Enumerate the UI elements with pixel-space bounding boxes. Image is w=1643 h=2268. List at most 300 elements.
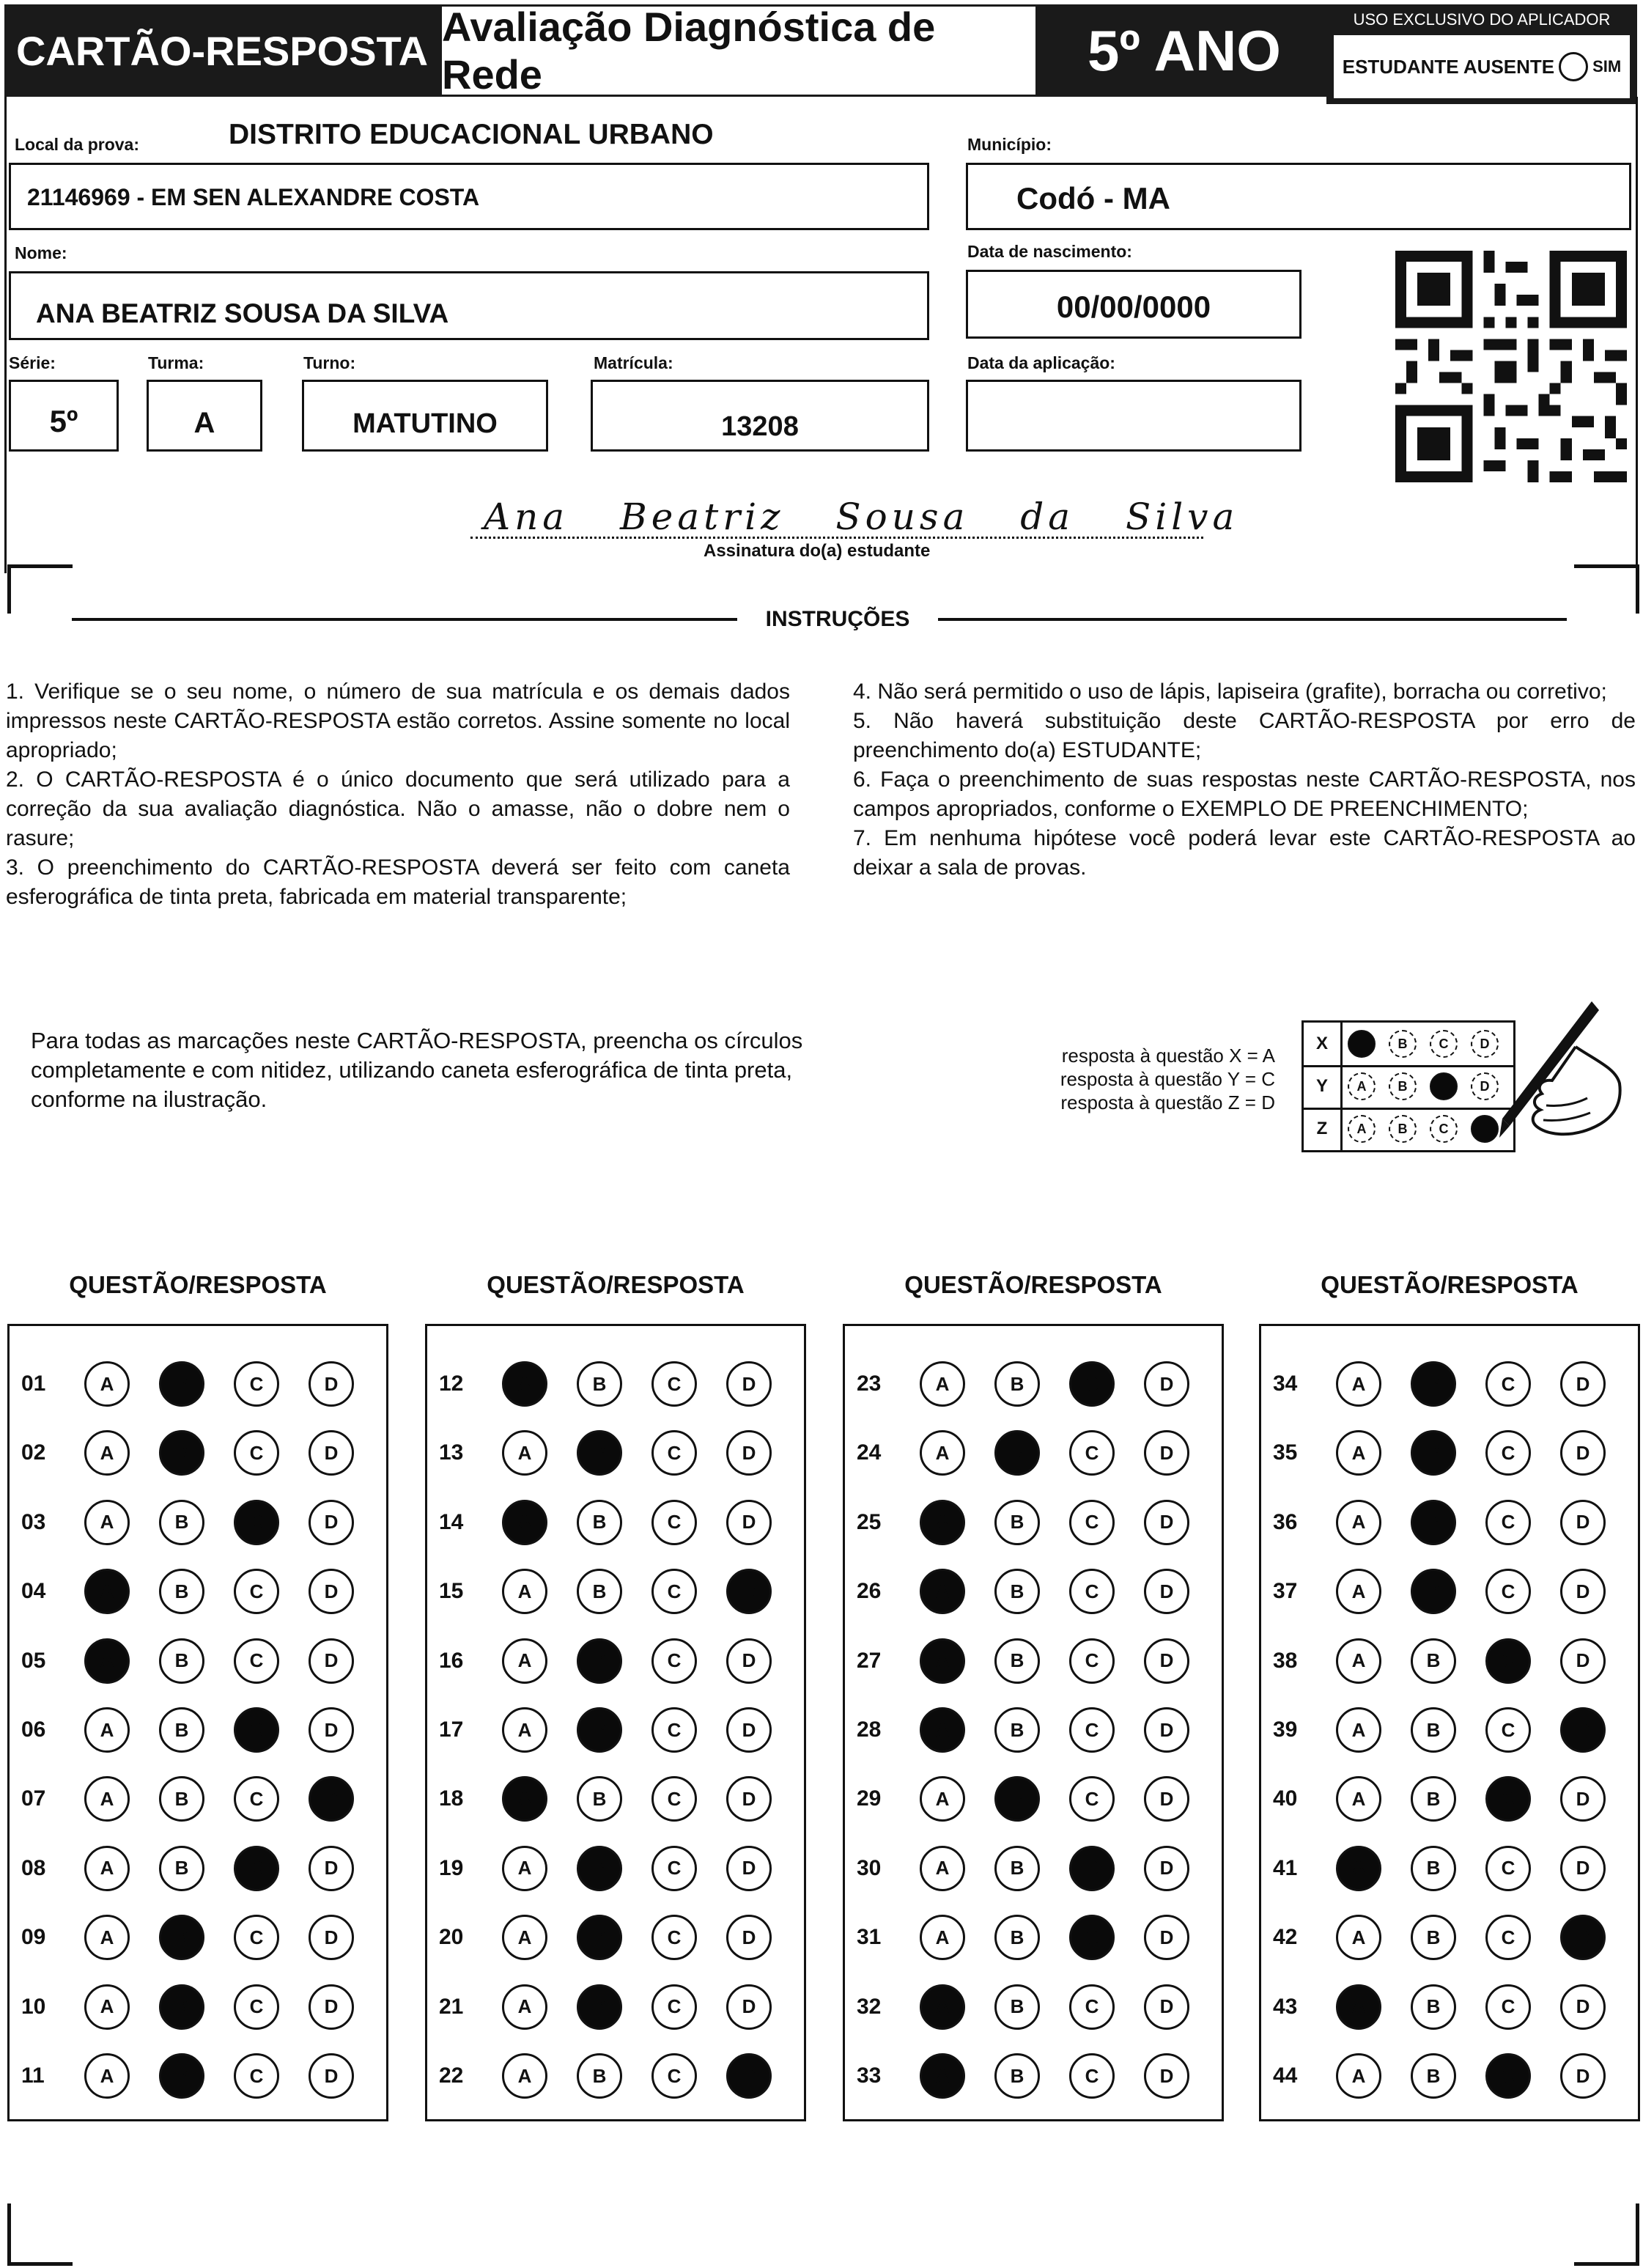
- example-row-label: Z: [1304, 1108, 1343, 1150]
- answer-bubble-b[interactable]: B: [994, 1500, 1040, 1545]
- question-number: 44: [1273, 2063, 1298, 2088]
- answer-bubble-d[interactable]: D: [1144, 1500, 1189, 1545]
- answer-bubble-b[interactable]: B: [1411, 1638, 1456, 1684]
- instruction-1: 1. Verifique se o seu nome, o número de sua matrícula e os demais dados impressos neste CARTÃO-RESPOSTA estão corretos. Assine somente no local apropriado;: [6, 680, 790, 762]
- instruction-7: 7. Em nenhuma hipótese você poderá levar este CARTÃO-RESPOSTA ao deixar a sala de provas.: [853, 826, 1636, 880]
- example-row-label: Y: [1304, 1065, 1343, 1108]
- question-number: 41: [1273, 1855, 1298, 1880]
- answer-bubble-a[interactable]: A: [1336, 1361, 1381, 1407]
- answer-bubble-d[interactable]: D: [726, 1500, 772, 1545]
- answer-bubble-d[interactable]: D: [309, 1569, 354, 1614]
- answer-bubble-b[interactable]: B: [994, 1776, 1040, 1822]
- question-number: 21: [439, 1994, 464, 2019]
- question-number: 34: [1273, 1372, 1298, 1396]
- answer-bubble-d[interactable]: D: [309, 1707, 354, 1753]
- answer-column: [425, 1324, 806, 2121]
- question-number: 10: [21, 1994, 46, 2019]
- answer-bubble-b[interactable]: B: [994, 2053, 1040, 2099]
- answer-bubble-a[interactable]: A: [920, 1984, 965, 2030]
- question-number: 11: [21, 2063, 45, 2088]
- answer-row: [845, 1358, 1222, 1410]
- answer-bubble-b[interactable]: B: [1411, 1500, 1456, 1545]
- question-number: 25: [857, 1509, 882, 1534]
- answer-bubble-d[interactable]: D: [726, 1776, 772, 1822]
- municipio-value: Codó - MA: [1016, 181, 1170, 216]
- example-bubble-b: B: [1389, 1030, 1417, 1058]
- serie-value: 5º: [49, 404, 78, 438]
- answer-bubble-c[interactable]: C: [1069, 1569, 1115, 1614]
- instructions-left: [6, 677, 790, 912]
- turno-label: Turno:: [303, 353, 356, 372]
- answer-bubble-a[interactable]: A: [84, 1500, 130, 1545]
- fill-note: Para todas as marcações neste CARTÃO-RESPOSTA, preencha os círculos completamente e com nitidez, utilizando caneta esferográfica de tinta preta, conforme na ilustração.: [31, 1028, 803, 1112]
- example-bubble-c: [1430, 1072, 1458, 1100]
- answer-row: [10, 1843, 386, 1894]
- answer-row: [427, 1843, 804, 1894]
- card-title: CARTÃO-RESPOSTA: [4, 4, 440, 97]
- answer-row: [427, 1704, 804, 1756]
- absent-label: ESTUDANTE AUSENTE: [1342, 55, 1555, 78]
- example-bubble-c: C: [1430, 1030, 1458, 1058]
- answer-row: [845, 1566, 1222, 1617]
- answer-bubble-d[interactable]: D: [726, 1638, 772, 1684]
- answer-bubble-b[interactable]: B: [1411, 1776, 1456, 1822]
- answer-bubble-b[interactable]: B: [1411, 1569, 1456, 1614]
- answer-bubble-b[interactable]: B: [159, 1776, 204, 1822]
- answer-row: [10, 1912, 386, 1963]
- answer-bubble-b[interactable]: B: [1411, 1430, 1456, 1476]
- answer-bubble-d[interactable]: D: [1560, 2053, 1606, 2099]
- answer-bubble-a[interactable]: A: [502, 1361, 547, 1407]
- answer-bubble-b[interactable]: B: [159, 1430, 204, 1476]
- answer-bubble-b[interactable]: B: [159, 1569, 204, 1614]
- answer-bubble-a[interactable]: A: [84, 1430, 130, 1476]
- answer-bubble-c[interactable]: C: [651, 1638, 697, 1684]
- answer-bubble-b[interactable]: B: [994, 1361, 1040, 1407]
- answer-bubble-d[interactable]: D: [1144, 1776, 1189, 1822]
- answer-bubble-c[interactable]: C: [234, 1915, 279, 1960]
- answer-bubble-b[interactable]: B: [994, 1915, 1040, 1960]
- answer-row: [10, 1358, 386, 1410]
- answer-bubble-d[interactable]: D: [1144, 1984, 1189, 2030]
- answer-bubble-a[interactable]: A: [84, 1361, 130, 1407]
- answer-bubble-c[interactable]: C: [1485, 1638, 1531, 1684]
- answer-bubble-c[interactable]: C: [1485, 1984, 1531, 2030]
- answer-bubble-d[interactable]: D: [1144, 1915, 1189, 1960]
- answer-row: [845, 1497, 1222, 1548]
- answer-bubble-b[interactable]: B: [577, 1707, 622, 1753]
- answer-column: [843, 1324, 1224, 2121]
- answer-bubble-a[interactable]: A: [1336, 1984, 1381, 2030]
- answer-bubble-b[interactable]: B: [994, 1430, 1040, 1476]
- answer-bubble-a[interactable]: A: [502, 1707, 547, 1753]
- answer-row: [845, 1773, 1222, 1825]
- answer-bubble-b[interactable]: B: [577, 1569, 622, 1614]
- answer-bubble-c[interactable]: C: [1485, 1846, 1531, 1891]
- question-number: 42: [1273, 1925, 1298, 1950]
- answer-bubble-d[interactable]: D: [1560, 1361, 1606, 1407]
- answer-bubble-d[interactable]: D: [309, 1846, 354, 1891]
- municipio-field: [966, 163, 1631, 230]
- turma-value: A: [193, 407, 215, 439]
- answer-bubble-d[interactable]: D: [1560, 1915, 1606, 1960]
- answer-bubble-c[interactable]: C: [234, 1846, 279, 1891]
- question-number: 16: [439, 1648, 464, 1673]
- answer-bubble-a[interactable]: A: [502, 1569, 547, 1614]
- nome-label: Nome:: [15, 243, 67, 262]
- question-number: 24: [857, 1440, 882, 1465]
- school-value: 21146969 - EM SEN ALEXANDRE COSTA: [27, 184, 480, 210]
- question-number: 23: [857, 1372, 882, 1396]
- answer-column: [7, 1324, 388, 2121]
- question-number: 06: [21, 1717, 46, 1742]
- answer-bubble-a[interactable]: A: [1336, 1500, 1381, 1545]
- column-title: QUESTÃO/RESPOSTA: [1321, 1271, 1579, 1298]
- answer-row: [10, 1497, 386, 1548]
- answer-bubble-c[interactable]: C: [1485, 1707, 1531, 1753]
- answer-bubble-c[interactable]: C: [651, 1776, 697, 1822]
- example-bubble-a: A: [1348, 1115, 1376, 1143]
- answer-bubble-a[interactable]: A: [502, 1915, 547, 1960]
- answer-bubble-c[interactable]: C: [651, 1430, 697, 1476]
- answer-bubble-a[interactable]: A: [502, 1638, 547, 1684]
- question-number: 13: [439, 1440, 464, 1465]
- answer-bubble-c[interactable]: C: [234, 1500, 279, 1545]
- answer-bubble-b[interactable]: B: [994, 1846, 1040, 1891]
- absent-bubble[interactable]: [1559, 52, 1588, 81]
- answer-bubble-c[interactable]: C: [234, 2053, 279, 2099]
- nome-field: [9, 271, 929, 340]
- answer-bubble-b[interactable]: B: [577, 1430, 622, 1476]
- instructions-title: INSTRUÇÕES: [765, 607, 910, 631]
- answer-bubble-a[interactable]: A: [920, 1430, 965, 1476]
- answer-bubble-d[interactable]: D: [726, 1361, 772, 1407]
- question-number: 27: [857, 1648, 882, 1673]
- answer-bubble-d[interactable]: D: [1560, 1707, 1606, 1753]
- answer-bubble-a[interactable]: A: [920, 2053, 965, 2099]
- answer-bubble-b[interactable]: B: [1411, 1361, 1456, 1407]
- nascimento-value: 00/00/0000: [1056, 290, 1211, 324]
- question-number: 30: [857, 1855, 882, 1880]
- answer-bubble-d[interactable]: D: [726, 1569, 772, 1614]
- answer-bubble-a[interactable]: A: [502, 1500, 547, 1545]
- applicator-panel: [1326, 4, 1637, 104]
- answer-bubble-d[interactable]: D: [726, 1430, 772, 1476]
- answer-bubble-d[interactable]: D: [1144, 2053, 1189, 2099]
- answer-bubble-d[interactable]: D: [726, 1984, 772, 2030]
- answer-bubble-c[interactable]: C: [651, 1846, 697, 1891]
- serie-field: [9, 380, 119, 452]
- answer-row: [845, 1635, 1222, 1687]
- question-number: 32: [857, 1994, 882, 2019]
- answer-bubble-b[interactable]: B: [159, 1707, 204, 1753]
- answer-row: [10, 1635, 386, 1687]
- answer-row: [427, 1358, 804, 1410]
- answer-bubble-d[interactable]: D: [1560, 1984, 1606, 2030]
- answer-bubble-b[interactable]: B: [994, 1569, 1040, 1614]
- answer-bubble-a[interactable]: A: [502, 1776, 547, 1822]
- answer-bubble-d[interactable]: D: [309, 1430, 354, 1476]
- answer-bubble-c[interactable]: C: [234, 1569, 279, 1614]
- local-label: Local da prova:: [15, 135, 139, 154]
- answer-bubble-a[interactable]: A: [1336, 2053, 1381, 2099]
- answer-row: [1261, 1635, 1638, 1687]
- answer-bubble-b[interactable]: B: [577, 1984, 622, 2030]
- answer-bubble-c[interactable]: C: [1485, 1776, 1531, 1822]
- answer-bubble-a[interactable]: A: [84, 2053, 130, 2099]
- question-number: 19: [439, 1855, 464, 1880]
- answer-bubble-b[interactable]: B: [994, 1984, 1040, 2030]
- answer-bubble-c[interactable]: C: [234, 1984, 279, 2030]
- example-bubble-d: D: [1471, 1072, 1499, 1100]
- answer-row: [427, 1635, 804, 1687]
- answer-bubble-b[interactable]: B: [994, 1707, 1040, 1753]
- answer-row: [10, 1773, 386, 1825]
- answer-bubble-c[interactable]: C: [1485, 1500, 1531, 1545]
- answer-bubble-d[interactable]: D: [726, 1915, 772, 1960]
- answer-bubble-b[interactable]: B: [1411, 1984, 1456, 2030]
- answer-bubble-c[interactable]: C: [234, 1638, 279, 1684]
- corner-top-left: [7, 564, 73, 614]
- answer-bubble-d[interactable]: D: [726, 1846, 772, 1891]
- answer-bubble-c[interactable]: C: [651, 1915, 697, 1960]
- answer-bubble-b[interactable]: B: [577, 1776, 622, 1822]
- answer-bubble-a[interactable]: A: [1336, 1776, 1381, 1822]
- answer-bubble-d[interactable]: D: [309, 1984, 354, 2030]
- answer-bubble-a[interactable]: A: [84, 1776, 130, 1822]
- answer-bubble-a[interactable]: A: [502, 2053, 547, 2099]
- instr-rule-right: [938, 618, 1567, 621]
- answer-bubble-a[interactable]: A: [1336, 1638, 1381, 1684]
- question-number: 20: [439, 1925, 464, 1950]
- answer-bubble-d[interactable]: D: [309, 1500, 354, 1545]
- question-number: 18: [439, 1786, 464, 1811]
- answer-row: [10, 1566, 386, 1617]
- corner-bottom-right: [1574, 2203, 1639, 2266]
- answer-bubble-d[interactable]: D: [726, 1707, 772, 1753]
- answer-bubble-b[interactable]: B: [159, 1915, 204, 1960]
- answer-bubble-b[interactable]: B: [159, 1638, 204, 1684]
- answer-bubble-d[interactable]: D: [309, 1638, 354, 1684]
- absent-box: [1334, 35, 1630, 98]
- signature-label: Assinatura do(a) estudante: [704, 541, 931, 561]
- answer-row: [1261, 1566, 1638, 1617]
- answer-bubble-d[interactable]: D: [1144, 1638, 1189, 1684]
- municipio-label: Município:: [967, 135, 1052, 154]
- matricula-field: [591, 380, 929, 452]
- answer-bubble-a[interactable]: A: [920, 1915, 965, 1960]
- answer-bubble-a[interactable]: A: [502, 1984, 547, 2030]
- answer-bubble-a[interactable]: A: [84, 1638, 130, 1684]
- answer-bubble-d[interactable]: D: [309, 1361, 354, 1407]
- answer-bubble-c[interactable]: C: [1485, 1569, 1531, 1614]
- answer-bubble-c[interactable]: C: [234, 1361, 279, 1407]
- instruction-2: 2. O CARTÃO-RESPOSTA é o único documento que será utilizado para a correção da sua avaliação diagnóstica. Não o amasse, não o dobre nem o rasure;: [6, 767, 790, 850]
- question-number: 22: [439, 2063, 464, 2088]
- question-number: 43: [1273, 1994, 1298, 2019]
- example-legend: [1033, 1044, 1275, 1114]
- answer-bubble-b[interactable]: B: [577, 1846, 622, 1891]
- question-number: 29: [857, 1786, 882, 1811]
- answer-bubble-d[interactable]: D: [1144, 1846, 1189, 1891]
- answer-bubble-b[interactable]: B: [159, 1846, 204, 1891]
- answer-bubble-d[interactable]: D: [1560, 1846, 1606, 1891]
- answer-row: [1261, 1427, 1638, 1479]
- qr-code: [1395, 251, 1627, 482]
- answer-row: [1261, 1981, 1638, 2033]
- answer-row: [1261, 1843, 1638, 1894]
- answer-bubble-d[interactable]: D: [1144, 1430, 1189, 1476]
- answer-bubble-b[interactable]: B: [577, 2053, 622, 2099]
- example-bubble-a: A: [1348, 1072, 1376, 1100]
- answer-bubble-b[interactable]: B: [159, 2053, 204, 2099]
- absent-option: SIM: [1592, 57, 1622, 76]
- answer-bubble-b[interactable]: B: [577, 1915, 622, 1960]
- frame-left: [4, 97, 7, 573]
- nome-value: ANA BEATRIZ SOUSA DA SILVA: [36, 298, 449, 328]
- answer-bubble-b[interactable]: B: [159, 1984, 204, 2030]
- question-number: 28: [857, 1717, 882, 1742]
- answer-bubble-b[interactable]: B: [994, 1638, 1040, 1684]
- answer-bubble-c[interactable]: C: [1069, 1984, 1115, 2030]
- district-name: DISTRITO EDUCACIONAL URBANO: [229, 119, 714, 150]
- answer-row: [427, 1912, 804, 1963]
- answer-bubble-c[interactable]: C: [1485, 1430, 1531, 1476]
- answer-bubble-d[interactable]: D: [1560, 1569, 1606, 1614]
- answer-bubble-c[interactable]: C: [234, 1707, 279, 1753]
- answer-bubble-a[interactable]: A: [920, 1361, 965, 1407]
- question-number: 07: [21, 1786, 46, 1811]
- answer-bubble-a[interactable]: A: [84, 1569, 130, 1614]
- answer-bubble-b[interactable]: B: [1411, 2053, 1456, 2099]
- answer-bubble-a[interactable]: A: [84, 1846, 130, 1891]
- answer-bubble-a[interactable]: A: [502, 1430, 547, 1476]
- answer-bubble-d[interactable]: D: [309, 1776, 354, 1822]
- answer-row: [845, 2050, 1222, 2102]
- answer-bubble-a[interactable]: A: [1336, 1915, 1381, 1960]
- question-number: 40: [1273, 1786, 1298, 1811]
- answer-bubble-c[interactable]: C: [1069, 1638, 1115, 1684]
- answer-bubble-a[interactable]: A: [1336, 1569, 1381, 1614]
- answer-bubble-a[interactable]: A: [1336, 1846, 1381, 1891]
- aplicacao-label: Data da aplicação:: [967, 353, 1115, 372]
- question-number: 26: [857, 1579, 882, 1604]
- answer-bubble-b[interactable]: B: [159, 1500, 204, 1545]
- answer-row: [1261, 1704, 1638, 1756]
- answer-bubble-c[interactable]: C: [1485, 2053, 1531, 2099]
- answer-row: [427, 2050, 804, 2102]
- answer-bubble-c[interactable]: C: [1069, 1915, 1115, 1960]
- answer-bubble-c[interactable]: C: [1485, 1361, 1531, 1407]
- answer-bubble-a[interactable]: A: [920, 1500, 965, 1545]
- column-title: QUESTÃO/RESPOSTA: [69, 1271, 327, 1298]
- answer-bubble-a[interactable]: A: [920, 1569, 965, 1614]
- answer-bubble-c[interactable]: C: [1069, 1846, 1115, 1891]
- question-number: 04: [21, 1579, 46, 1604]
- answer-bubble-c[interactable]: C: [1069, 1430, 1115, 1476]
- answer-bubble-b[interactable]: B: [1411, 1915, 1456, 1960]
- question-number: 03: [21, 1509, 46, 1534]
- applicator-label: USO EXCLUSIVO DO APLICADOR: [1353, 10, 1611, 29]
- answer-bubble-a[interactable]: A: [84, 1984, 130, 2030]
- column-title: QUESTÃO/RESPOSTA: [904, 1271, 1162, 1298]
- answer-bubble-c[interactable]: C: [234, 1430, 279, 1476]
- answer-bubble-d[interactable]: D: [1560, 1776, 1606, 1822]
- answer-row: [10, 1427, 386, 1479]
- matricula-label: Matrícula:: [594, 353, 673, 372]
- answer-bubble-b[interactable]: B: [1411, 1846, 1456, 1891]
- answer-bubble-c[interactable]: C: [1485, 1915, 1531, 1960]
- answer-row: [845, 1427, 1222, 1479]
- answer-bubble-c[interactable]: C: [1069, 2053, 1115, 2099]
- answer-bubble-a[interactable]: A: [1336, 1430, 1381, 1476]
- question-number: 01: [21, 1372, 46, 1396]
- answer-bubble-a[interactable]: A: [502, 1846, 547, 1891]
- answer-row: [427, 1427, 804, 1479]
- answer-bubble-a[interactable]: A: [920, 1707, 965, 1753]
- answer-bubble-d[interactable]: D: [1560, 1638, 1606, 1684]
- example-bubble-d: D: [1471, 1030, 1499, 1058]
- answer-bubble-c[interactable]: C: [1069, 1707, 1115, 1753]
- answer-row: [1261, 2050, 1638, 2102]
- answer-bubble-b[interactable]: B: [577, 1361, 622, 1407]
- question-number: 14: [439, 1509, 464, 1534]
- instruction-4: 4. Não será permitido o uso de lápis, lapiseira (grafite), borracha ou corretivo;: [853, 680, 1607, 704]
- answer-bubble-a[interactable]: A: [920, 1776, 965, 1822]
- answer-row: [845, 1981, 1222, 2033]
- answer-bubble-d[interactable]: D: [1144, 1569, 1189, 1614]
- answer-bubble-d[interactable]: D: [309, 2053, 354, 2099]
- answer-bubble-d[interactable]: D: [309, 1915, 354, 1960]
- answer-row: [1261, 1497, 1638, 1548]
- answer-bubble-a[interactable]: A: [1336, 1707, 1381, 1753]
- answer-bubble-d[interactable]: D: [1560, 1430, 1606, 1476]
- answer-bubble-b[interactable]: B: [159, 1361, 204, 1407]
- answer-bubble-c[interactable]: C: [234, 1776, 279, 1822]
- answer-row: [427, 1566, 804, 1617]
- answer-bubble-d[interactable]: D: [1144, 1707, 1189, 1753]
- answer-row: [845, 1843, 1222, 1894]
- answer-bubble-c[interactable]: C: [651, 1569, 697, 1614]
- question-number: 35: [1273, 1440, 1298, 1465]
- answer-bubble-d[interactable]: D: [726, 2053, 772, 2099]
- answer-bubble-b[interactable]: B: [1411, 1707, 1456, 1753]
- answer-bubble-c[interactable]: C: [1069, 1500, 1115, 1545]
- nascimento-field: [966, 270, 1302, 339]
- answer-bubble-c[interactable]: C: [651, 1361, 697, 1407]
- corner-bottom-left: [7, 2203, 73, 2266]
- question-number: 37: [1273, 1579, 1298, 1604]
- answer-row: [10, 1704, 386, 1756]
- answer-bubble-b[interactable]: B: [577, 1500, 622, 1545]
- answer-bubble-a[interactable]: A: [920, 1638, 965, 1684]
- answer-bubble-c[interactable]: C: [651, 1984, 697, 2030]
- answer-bubble-b[interactable]: B: [577, 1638, 622, 1684]
- question-number: 17: [439, 1717, 464, 1742]
- answer-bubble-c[interactable]: C: [1069, 1361, 1115, 1407]
- answer-bubble-c[interactable]: C: [651, 1707, 697, 1753]
- answer-bubble-c[interactable]: C: [651, 2053, 697, 2099]
- answer-bubble-c[interactable]: C: [1069, 1776, 1115, 1822]
- answer-bubble-d[interactable]: D: [1144, 1361, 1189, 1407]
- answer-bubble-a[interactable]: A: [84, 1915, 130, 1960]
- answer-bubble-a[interactable]: A: [920, 1846, 965, 1891]
- question-number: 31: [857, 1925, 882, 1950]
- answer-bubble-a[interactable]: A: [84, 1707, 130, 1753]
- pen-illustration-icon: [1466, 995, 1627, 1186]
- answer-bubble-d[interactable]: D: [1560, 1500, 1606, 1545]
- answer-bubble-c[interactable]: C: [651, 1500, 697, 1545]
